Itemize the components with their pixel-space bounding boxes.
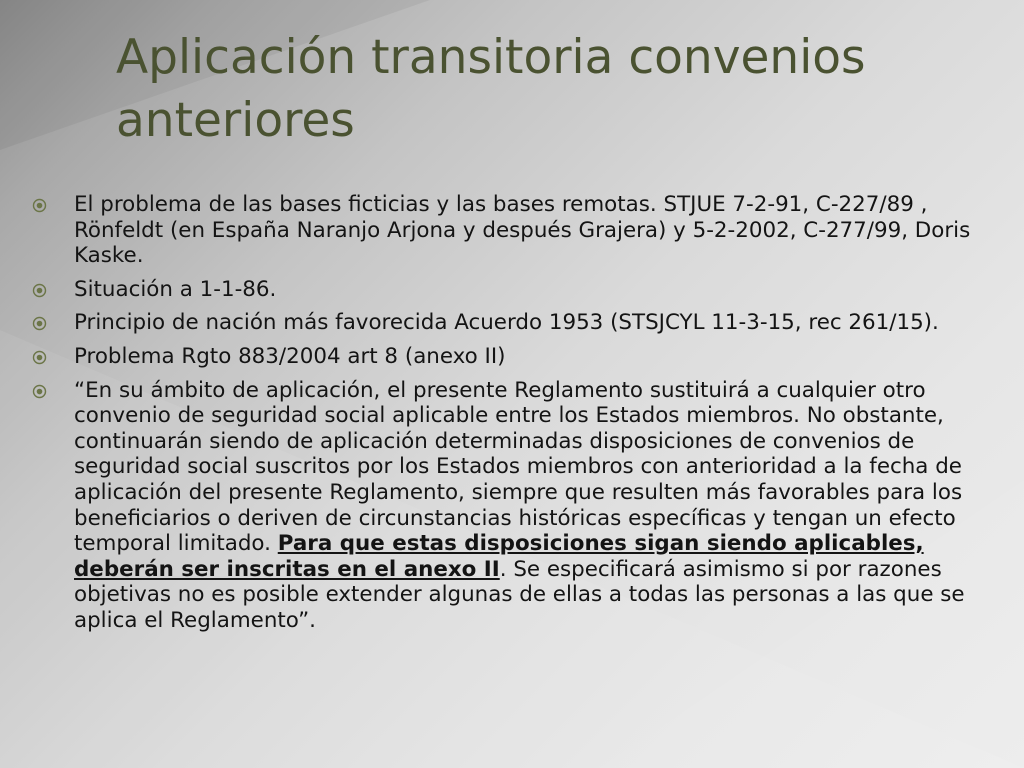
bullet-item xyxy=(32,310,992,336)
bullet-text: Situación a 1-1-86. xyxy=(74,276,277,302)
bullet-item xyxy=(32,277,992,303)
bullet-item xyxy=(32,192,992,269)
bullet-text: El problema de las bases ficticias y las bases remotas. STJUE 7-2-91, C-227/89 , Rönfeldt (en España Naranjo Arjona y después Grajera) y 5-2-2002, C-277/99, Doris Kaske. xyxy=(74,192,971,269)
circled-dot-bullet-icon xyxy=(32,350,47,365)
circled-dot-bullet-icon xyxy=(32,316,47,331)
quote-text-after: . Se especificará asimismo si por razones objetivas no es posible extender algunas de ellas a todas las personas a las que se aplica el Reglamento”. xyxy=(74,556,965,633)
bullet-text: Problema Rgto 883/2004 art 8 (anexo II) xyxy=(74,343,506,369)
bullet-item xyxy=(32,344,992,370)
bullet-item-quote xyxy=(32,378,992,634)
quote-text-before: “En su ámbito de aplicación, el presente Reglamento sustituirá a cualquier otro convenio de seguridad social aplicable entre los Estados miembros. No obstante, continuarán siendo de aplicación determinadas disposiciones de convenios de seguridad social suscritos por los Estados miembros con anterioridad a la fecha de aplicación del presente Reglamento, siempre que resulten más favorables para los beneficiarios o deriven de circunstancias históricas específicas y tengan un efecto temporal limitado. xyxy=(74,377,963,557)
circled-dot-bullet-icon xyxy=(32,198,47,213)
circled-dot-bullet-icon xyxy=(32,384,47,399)
bullet-text: Principio de nación más favorecida Acuerdo 1953 (STSJCYL 11-3-15, rec 261/15). xyxy=(74,310,939,336)
circled-dot-bullet-icon xyxy=(32,283,47,298)
bullet-list xyxy=(32,192,992,642)
slide-title: Aplicación transitoria convenios anteriores xyxy=(116,30,866,148)
quote-text-emphasis: Para que estas disposiciones sigan siendo aplicables, deberán ser inscritas en el anexo II xyxy=(74,531,924,582)
